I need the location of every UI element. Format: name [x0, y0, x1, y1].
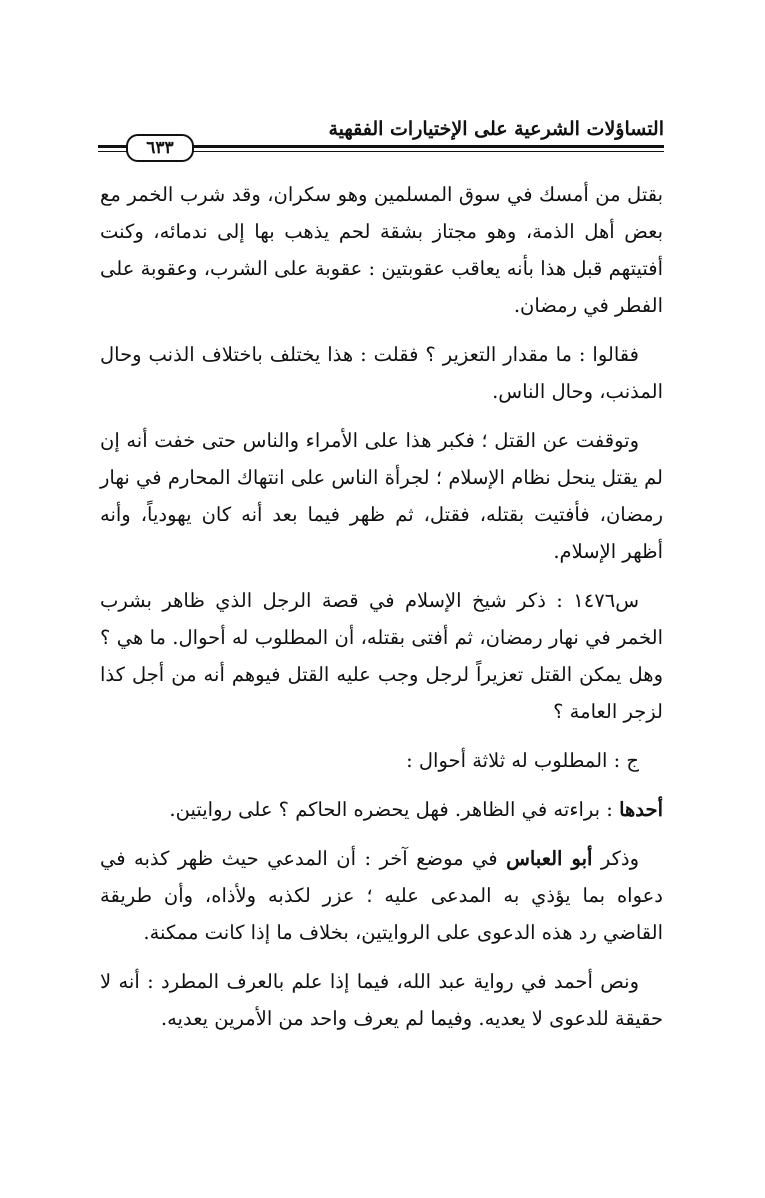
- paragraph-ahmad: ونص أحمد في رواية عبد الله، فيما إذا علم بالعرف المطرد : أنه لا حقيقة للدعوى لا يعديه. وفيما لم يعرف واحد من الأمرين يعديه.: [100, 970, 663, 1030]
- abu-al-abbas-lead: وذكر: [592, 847, 640, 870]
- body-text: [100, 176, 663, 1049]
- first-case-text: : براءته في الظاهر. فهل يحضره الحاكم ؟ على روايتين.: [169, 798, 620, 821]
- paragraph-2: فقالوا : ما مقدار التعزير ؟ فقلت : هذا يختلف باختلاف الذنب وحال المذنب، وحال الناس.: [100, 343, 663, 403]
- answer-intro: ج : المطلوب له ثلاثة أحوال :: [406, 749, 639, 772]
- paragraph-first-case: [100, 791, 663, 828]
- running-title: التساؤلات الشرعية على الإختيارات الفقهية: [328, 118, 664, 140]
- page-number: ٦٣٣: [126, 134, 194, 162]
- page-header: [98, 112, 664, 158]
- abu-al-abbas-name: أبو العباس: [506, 847, 593, 870]
- paragraph-3: وتوقفت عن القتل ؛ فكبر هذا على الأمراء والناس حتى خفت أنه إن لم يقتل ينحل نظام الإسلام ؛ لجرأة الناس على انتهاك المحارم في نهار رمضان، فأفتيت بقتله، فقتل، ثم ظهر فيما بعد أنه كان يهودياً، وأنه أظهر الإسلام.: [100, 429, 663, 563]
- paragraph-abu-al-abbas: [100, 840, 663, 951]
- first-case-label: أحدها: [619, 798, 663, 821]
- paragraph-1: بقتل من أمسك في سوق المسلمين وهو سكران، وقد شرب الخمر مع بعض أهل الذمة، وهو مجتاز بشقة لحم يذهب بها إلى ندمائه، وكنت أفتيتهم قبل هذا بأنه يعاقب عقوبتين : عقوبة على الشرب، وعقوبة على الفطر في رمضان.: [100, 183, 663, 317]
- question-1476: س١٤٧٦ : ذكر شيخ الإسلام في قصة الرجل الذي ظاهر بشرب الخمر في نهار رمضان، ثم أفتى بقتله، أن المطلوب له أحوال. ما هي ؟ وهل يمكن القتل تعزيراً لرجل وجب عليه القتل فيوهم أنه من أجل كذا لزجر العامة ؟: [100, 589, 663, 723]
- abu-al-abbas-text: في موضع آخر : أن المدعي حيث ظهر كذبه في دعواه بما يؤذي به المدعى عليه ؛ عزر لكذبه ولأذاه، وأن طريقة القاضي رد هذه الدعوى على الروايتين، بخلاف ما إذا كانت ممكنة.: [100, 847, 663, 944]
